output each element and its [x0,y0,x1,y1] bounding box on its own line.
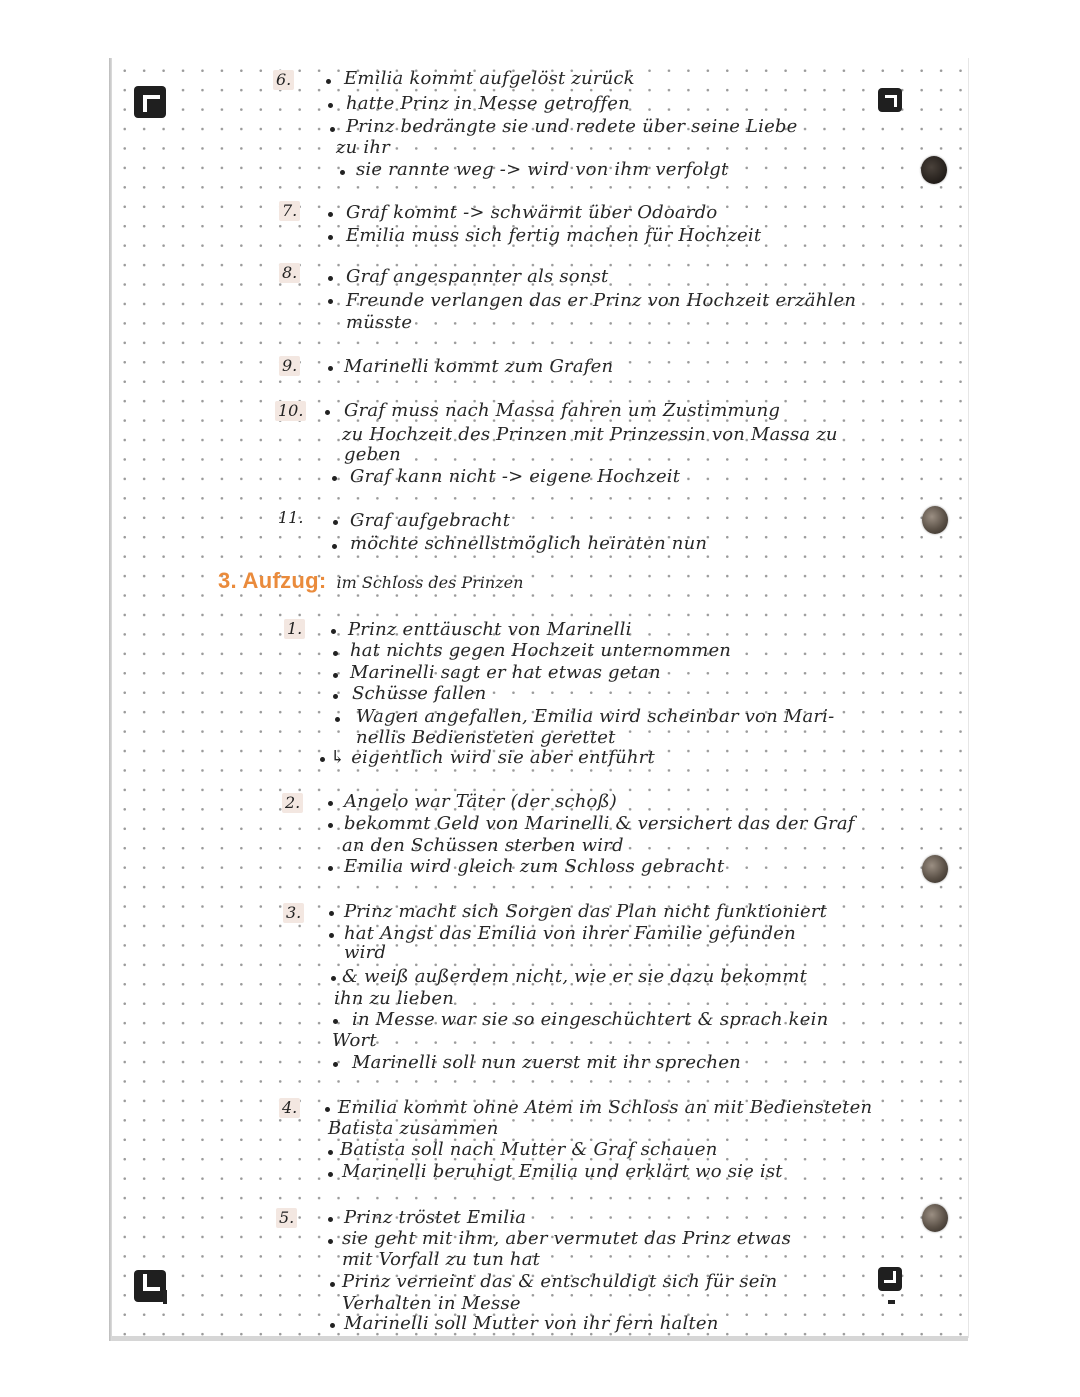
bullet [328,1172,333,1177]
note-line: Prinz tröstet Emilia [344,1207,527,1228]
paper-bottom-edge [112,1336,968,1341]
note-line: Emilia kommt aufgelöst zurück [344,68,635,89]
note-line: Freunde verlangen das er Prinz von Hochzeit erzählen [346,290,857,311]
bullet [333,673,338,678]
note-line: bekommt Geld von Marinelli & versichert das der Graf [344,813,855,834]
bullet [333,651,338,656]
scene-number: 4. [279,1098,300,1118]
scene-number: 9. [279,356,300,376]
scene-number: 3. [283,903,304,923]
note-line: zu ihr [336,137,390,158]
act-title: 3. Aufzug: [218,568,327,593]
punch-hole-icon [922,506,948,534]
scene-number: 5. [276,1208,297,1228]
note-line: Graf kommt -> schwärmt über Odoardo [346,202,718,223]
note-line: Emilia wird gleich zum Schloss gebracht [344,856,725,877]
note-line: hat Angst das Emilia von ihrer Familie gefunden [344,923,796,944]
note-line: zu Hochzeit des Prinzen mit Prinzessin von Massa zu [342,424,838,445]
act-location: im Schloss des Prinzen [336,573,524,592]
bullet [328,212,333,217]
bullet [328,235,333,240]
bullet [330,1323,335,1328]
bullet [333,1019,338,1024]
bullet [328,866,333,871]
bullet [333,1062,338,1067]
note-line: ihn zu lieben [334,988,454,1009]
note-line: Wort [332,1030,377,1051]
bullet [328,276,333,281]
bullet [328,1150,333,1155]
note-line: & weiß außerdem nicht, wie er sie dazu bekommt [342,966,808,987]
bullet [328,299,333,304]
note-line: möchte schnellstmöglich heiraten nun [350,533,708,554]
bullet [328,1217,333,1222]
bullet [329,911,334,916]
note-line: Marinelli kommt zum Grafen [344,356,614,377]
bullet [331,629,336,634]
note-line: Marinelli sagt er hat etwas getan [350,662,661,683]
bullet [335,717,340,722]
bullet [331,976,336,981]
bullet [340,170,345,175]
note-line: Emilia kommt ohne Atem im Schloss an mit Bediensteten [338,1097,873,1118]
bullet [328,366,333,371]
bullet [326,79,331,84]
note-line: hat nichts gegen Hochzeit unternommen [350,640,732,661]
bullet [325,1107,330,1112]
scan-corner-top-right-icon [878,88,902,112]
bullet [328,1239,333,1244]
scene-number: 8. [279,263,300,283]
note-line: Marinelli beruhigt Emilia und erklärt wo sie ist [342,1161,783,1182]
bullet [328,801,333,806]
note-line: hatte Prinz in Messe getroffen [346,93,630,114]
scan-bar-mark-icon [163,1290,167,1304]
bullet [333,520,338,525]
scan-bar-mark-icon [888,1300,895,1304]
bullet [332,476,337,481]
scene-number: 2. [282,793,303,813]
note-line: Graf angespannter als sonst [346,266,609,287]
scene-number: 11. [278,508,304,527]
bullet [328,823,333,828]
bullet [329,933,334,938]
note-line: Prinz enttäuscht von Marinelli [348,619,632,640]
act-heading [218,568,523,594]
scan-corner-bottom-left-icon [134,1270,166,1302]
note-line: Graf kann nicht -> eigene Hochzeit [350,466,681,487]
bullet [330,1282,335,1287]
note-line: Prinz verneint das & entschuldigt sich für sein [342,1271,778,1292]
note-line: Prinz macht sich Sorgen das Plan nicht funktioniert [344,901,828,922]
note-line: wird [344,942,387,963]
scan-corner-top-left-icon [134,86,166,118]
note-line: sie geht mit ihm, aber vermutet das Prinz etwas [342,1228,792,1249]
note-line: ↳ eigentlich wird sie aber entführt [330,747,655,768]
scene-number: 7. [279,201,300,221]
note-line: Emilia muss sich fertig machen für Hochzeit [346,225,762,246]
note-line: Graf aufgebracht [350,510,511,531]
note-line: mit Vorfall zu tun hat [342,1249,541,1270]
bullet [332,544,337,549]
note-line: Marinelli soll nun zuerst mit ihr sprechen [352,1052,741,1073]
note-line: Schüsse fallen [352,683,487,704]
note-line: nellis Bediensteten gerettet [356,727,616,748]
note-line: Batista soll nach Mutter & Graf schauen [340,1139,718,1160]
scan-corner-bottom-right-icon [878,1267,902,1291]
punch-hole-icon [922,1204,948,1232]
punch-hole-icon [921,156,947,184]
bullet [325,410,330,415]
note-line: Graf muss nach Massa fahren um Zustimmung [344,400,781,421]
note-line: Marinelli soll Mutter von ihr fern halten [344,1313,719,1334]
bullet [333,694,338,699]
punch-hole-icon [922,855,948,883]
note-line: geben [344,444,401,465]
note-line: Angelo war Täter (der schoß) [344,791,618,812]
note-line: sie rannte weg -> wird von ihm verfolgt [356,159,729,180]
note-line: Wagen angefallen, Emilia wird scheinbar von Mari- [356,706,835,727]
note-line: müsste [346,312,413,333]
note-line: in Messe war sie so eingeschüchtert & sprach kein [352,1009,829,1030]
scene-number: 10. [275,401,306,421]
note-line: Verhalten in Messe [342,1293,521,1314]
bullet [330,127,335,132]
note-line: Prinz bedrängte sie und redete über seine Liebe [346,116,798,137]
note-line: an den Schüssen sterben wird [342,835,624,856]
bullet [320,757,325,762]
scene-number: 1. [284,619,305,639]
note-line: Batista zusammen [328,1118,499,1139]
scene-number: 6. [273,70,294,90]
bullet [328,103,333,108]
